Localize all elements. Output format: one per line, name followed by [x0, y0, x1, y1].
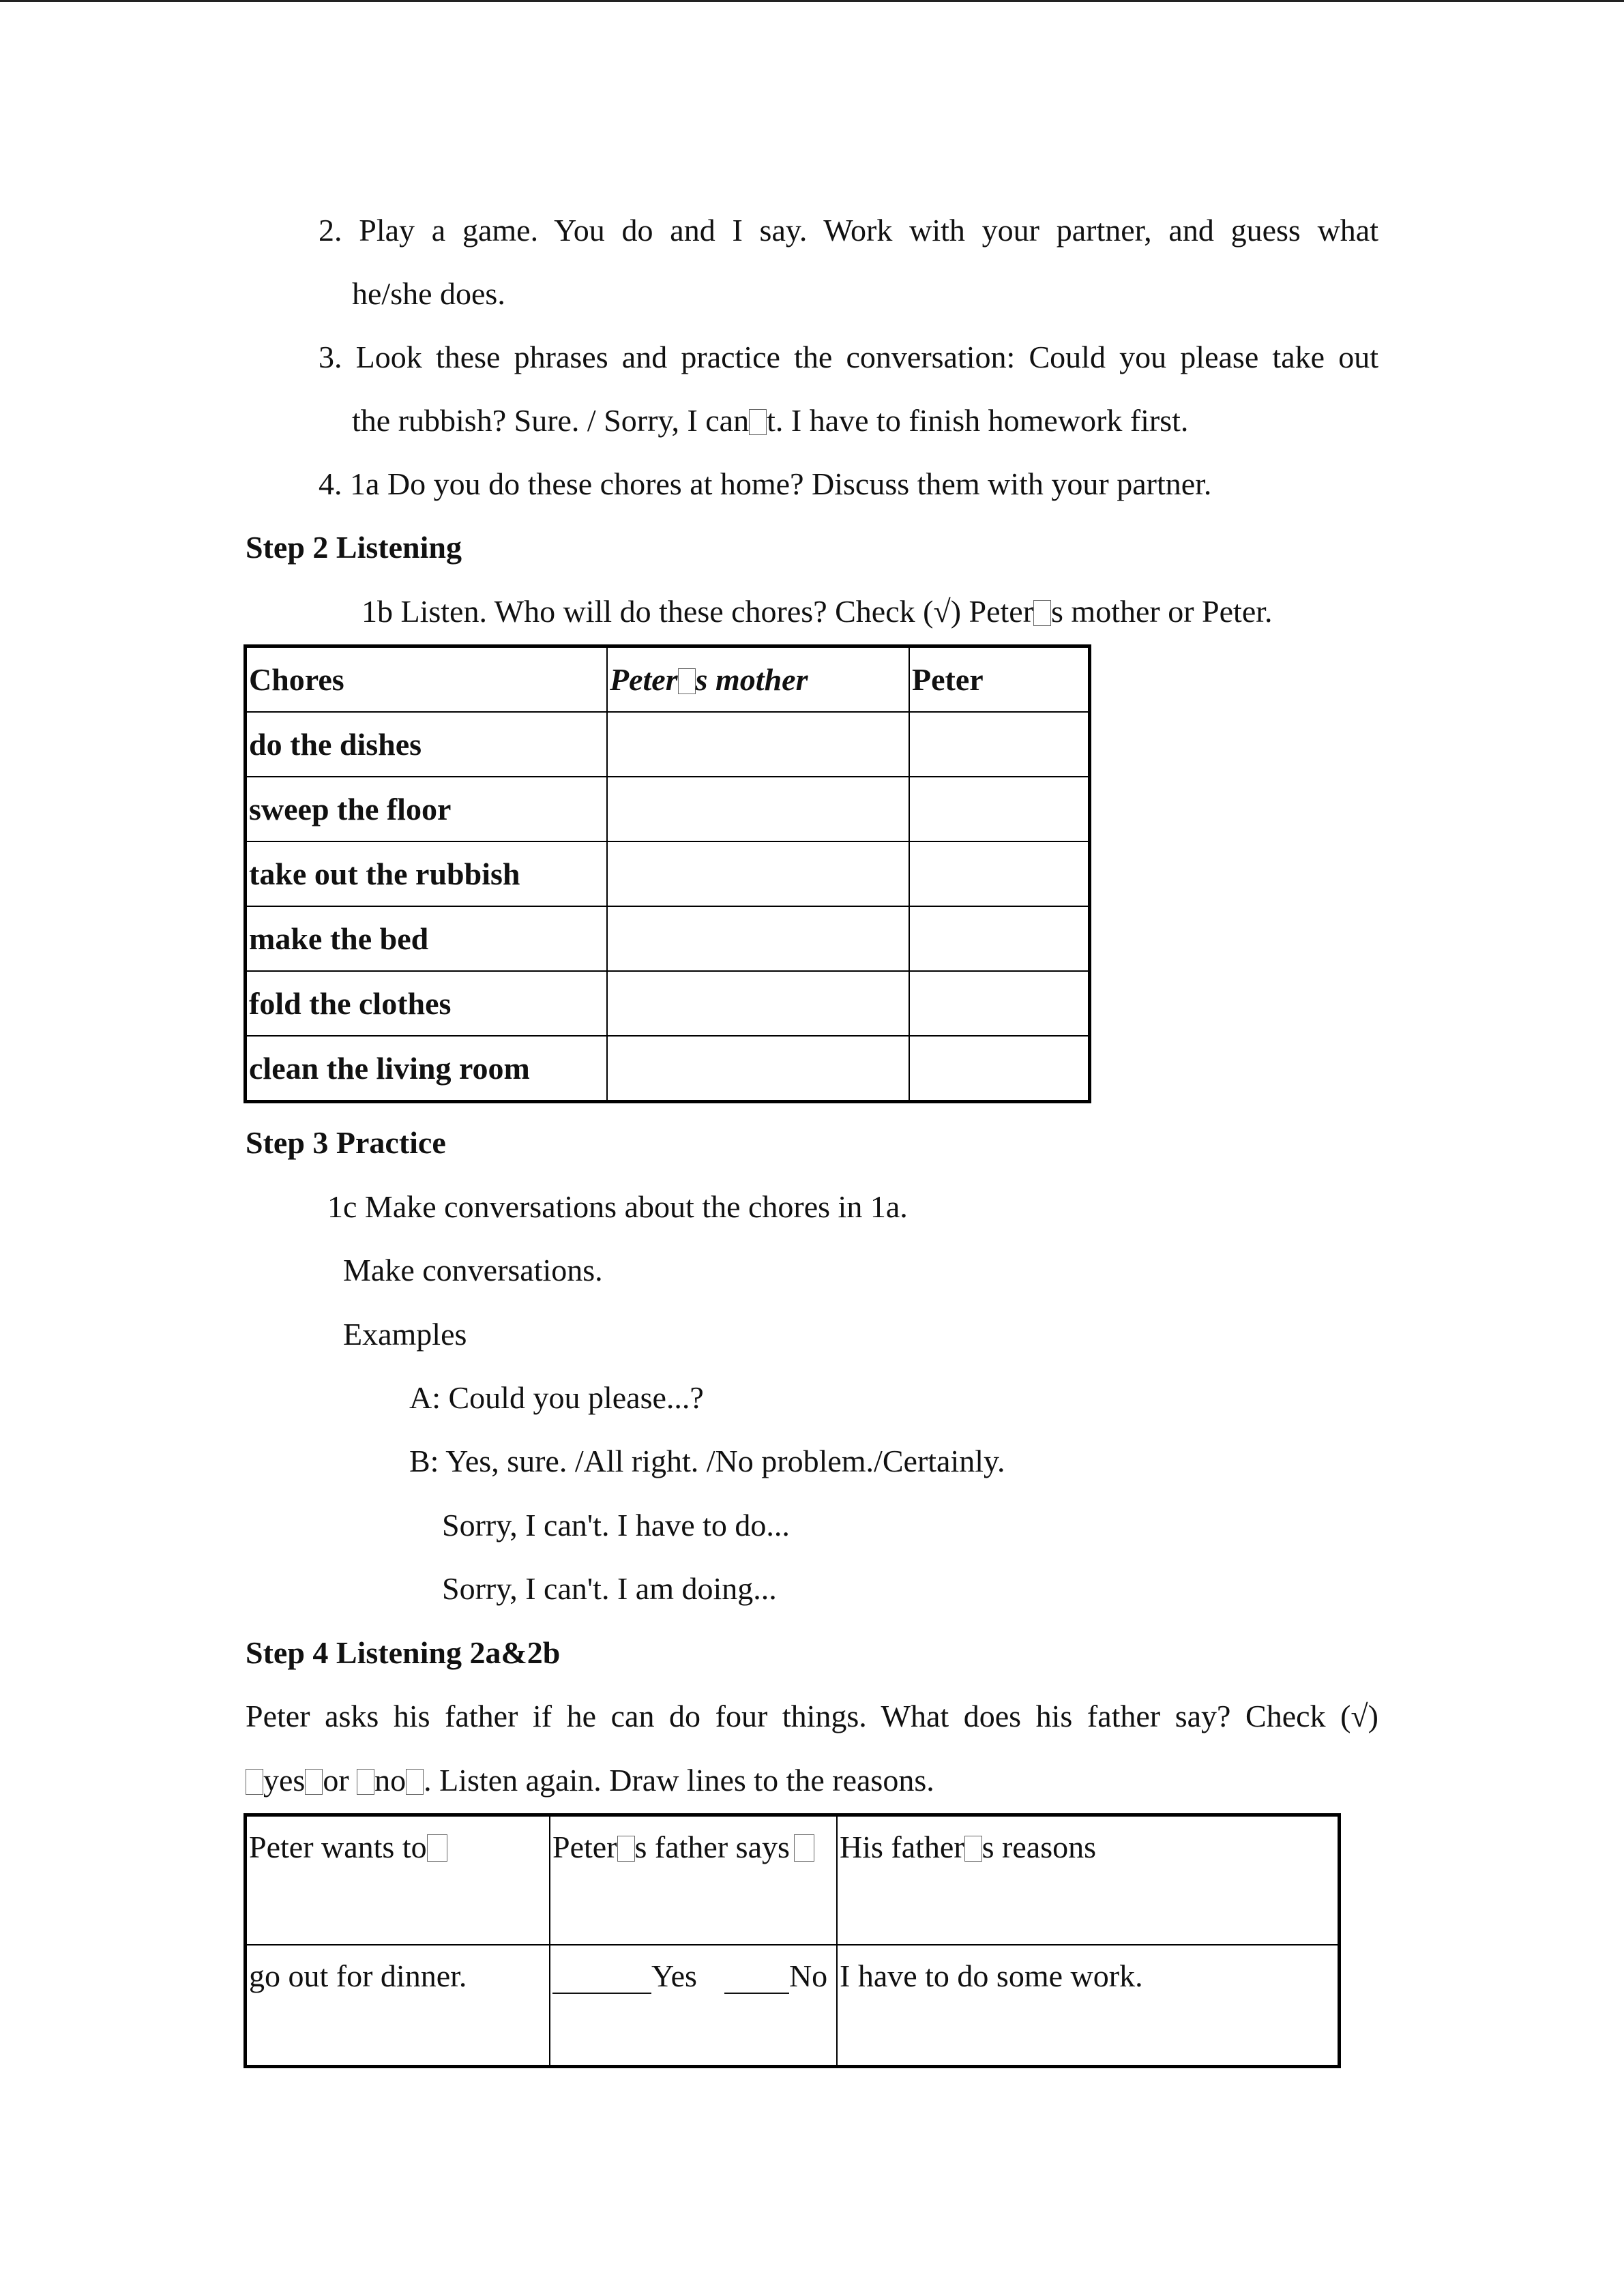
item-3-line2-post: t. I have to finish homework first. — [767, 403, 1189, 438]
missing-glyph-box — [427, 1834, 447, 1862]
mother-check-cell[interactable] — [607, 841, 909, 906]
step4-para-line2 — [246, 1761, 934, 1800]
mother-check-cell[interactable] — [607, 712, 909, 777]
table-row — [246, 971, 1090, 1036]
item-2-line1: 2. Play a game. You do and I say. Work with your partner, and guess what — [319, 213, 1378, 248]
header-peters-mother — [607, 646, 909, 713]
missing-glyph-box — [305, 1769, 323, 1795]
page-top-border — [0, 0, 1624, 2]
step4-para-line1: Peter asks his father if he can do four things. What does his father say? Check (√) — [246, 1699, 1378, 1733]
table-row — [246, 1036, 1090, 1102]
table-row — [246, 712, 1090, 777]
chore-cell: sweep the floor — [246, 777, 608, 841]
missing-glyph-box — [357, 1769, 374, 1795]
table-row — [246, 841, 1090, 906]
peter-check-cell[interactable] — [909, 777, 1090, 841]
step3-heading: Step 3 Practice — [246, 1125, 446, 1160]
header-mother-post: s mother — [695, 662, 808, 697]
chore-cell: take out the rubbish — [246, 841, 608, 906]
chore-cell: fold the clothes — [246, 971, 608, 1036]
peter-check-cell[interactable] — [909, 1036, 1090, 1102]
header-father-says-pre: Peter — [552, 1830, 617, 1864]
mother-check-cell[interactable] — [607, 1036, 909, 1102]
header-peter-wants-text: Peter wants to — [249, 1830, 427, 1864]
chores-table-header — [246, 646, 1090, 713]
step2-heading: Step 2 Listening — [246, 530, 462, 565]
example-a: A: Could you please...? — [409, 1380, 704, 1415]
peter-check-cell[interactable] — [909, 712, 1090, 777]
step4-heading: Step 4 Listening 2a&2b — [246, 1635, 561, 1670]
father-table — [243, 1813, 1341, 2068]
chore-cell: make the bed — [246, 906, 608, 971]
step4-or-word: or — [323, 1763, 349, 1798]
no-blank[interactable] — [724, 1967, 789, 1994]
header-peter: Peter — [909, 646, 1090, 713]
table-row — [246, 777, 1090, 841]
step3-line1: 1c Make conversations about the chores in 1a. — [327, 1189, 908, 1224]
example-b3: Sorry, I can't. I am doing... — [442, 1571, 777, 1606]
table-row — [246, 906, 1090, 971]
father-table-header — [246, 1815, 1340, 1945]
missing-glyph-box — [964, 1836, 982, 1862]
yes-blank[interactable] — [552, 1967, 651, 1994]
header-reasons-pre: His father — [840, 1830, 964, 1864]
step3-examples-label: Examples — [343, 1317, 467, 1352]
header-reasons-post: s reasons — [981, 1830, 1097, 1864]
mother-check-cell[interactable] — [607, 906, 909, 971]
header-father-says-post: s father says — [634, 1830, 790, 1864]
step3-line2: Make conversations. — [343, 1253, 603, 1287]
step2-instruction — [361, 593, 1273, 631]
item-3-line1: 3. Look these phrases and practice the conversation: Could you please take out — [319, 340, 1378, 374]
header-chores: Chores — [246, 646, 608, 713]
peter-check-cell[interactable] — [909, 841, 1090, 906]
item-4: 4. 1a Do you do these chores at home? Discuss them with your partner. — [319, 466, 1212, 501]
chore-cell: do the dishes — [246, 712, 608, 777]
header-mother-pre: Peter — [610, 662, 678, 697]
missing-glyph-box — [678, 668, 696, 694]
example-b2: Sorry, I can't. I have to do... — [442, 1508, 790, 1542]
missing-glyph-box — [246, 1769, 263, 1795]
reason-cell: I have to do some work. — [837, 1945, 1340, 2067]
header-peter-wants — [246, 1815, 550, 1945]
table-row — [246, 1945, 1340, 2067]
missing-glyph-box — [617, 1836, 635, 1862]
yes-label: Yes — [651, 1958, 697, 1993]
header-father-says — [550, 1815, 837, 1945]
item-2-line2: he/she does. — [352, 276, 505, 311]
item-3-line2-pre: the rubbish? Sure. / Sorry, I can — [352, 403, 750, 438]
missing-glyph-box — [794, 1834, 814, 1862]
peter-check-cell[interactable] — [909, 906, 1090, 971]
chore-cell: clean the living room — [246, 1036, 608, 1102]
step4-yes-word: yes — [263, 1763, 306, 1798]
mother-check-cell[interactable] — [607, 971, 909, 1036]
no-label: No — [788, 1958, 828, 1993]
missing-glyph-box — [1033, 600, 1051, 626]
answer-cell — [550, 1945, 837, 2067]
step4-para-rest: . Listen again. Draw lines to the reasons. — [424, 1763, 934, 1798]
step2-instruction-pre: 1b Listen. Who will do these chores? Check (√) Peter — [361, 594, 1034, 629]
example-b: B: Yes, sure. /All right. /No problem./Certainly. — [409, 1444, 1005, 1478]
want-cell: go out for dinner. — [246, 1945, 550, 2067]
chores-table — [243, 644, 1091, 1103]
step4-no-word: no — [374, 1763, 407, 1798]
mother-check-cell[interactable] — [607, 777, 909, 841]
peter-check-cell[interactable] — [909, 971, 1090, 1036]
missing-glyph-box — [406, 1769, 424, 1795]
missing-glyph-box — [749, 409, 767, 435]
step2-instruction-post: s mother or Peter. — [1051, 594, 1273, 629]
item-3-line2 — [352, 402, 1188, 440]
header-father-reasons — [837, 1815, 1340, 1945]
